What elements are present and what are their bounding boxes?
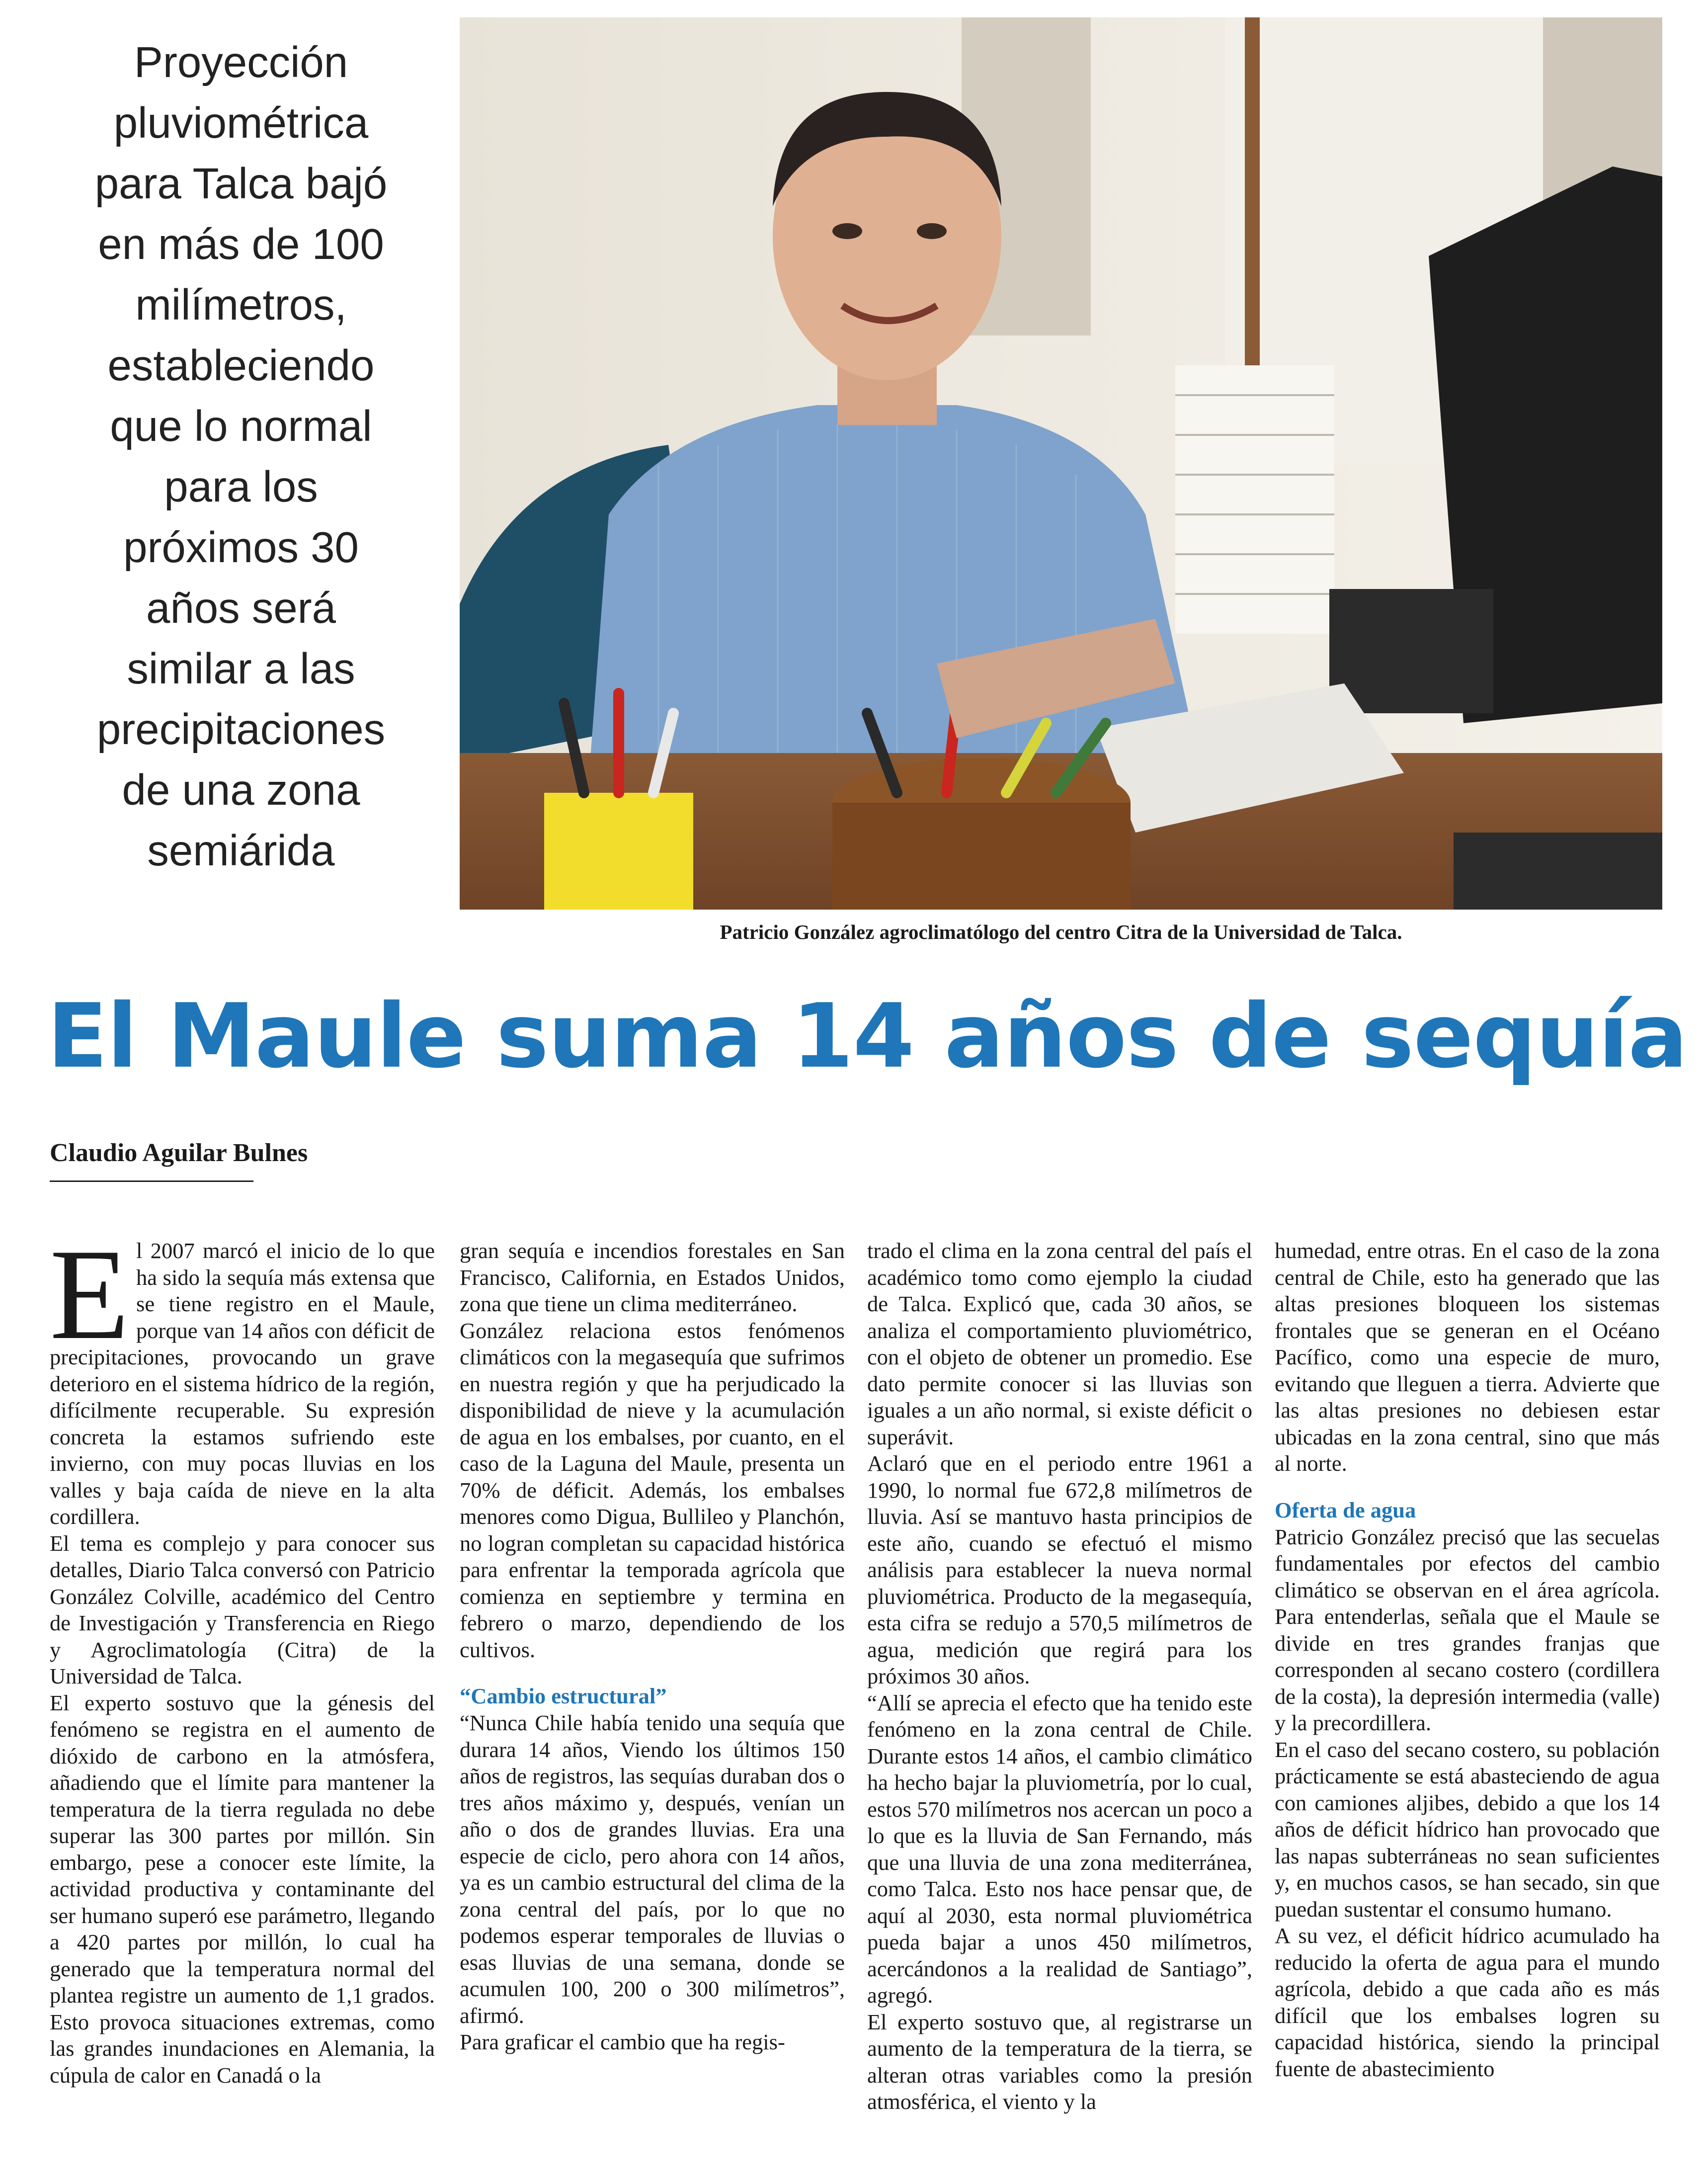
paragraph: González relaciona estos fenómenos climáticos con la megasequía que sufrimos en nuestra región y que ha perjudicado la disponibilidad de nieve y la acumulación de agua en los embalses, por cuanto, en el caso de la Laguna del Maule, presenta un 70% de déficit. Además, los embalses menores como Digua, Bullileo y Planchón, no logran completan su capacidad histórica para enfrentar la temporada agrícola que comienza en septiembre y termina en febrero o marzo, dependiendo de los cultivos.: [460, 1318, 845, 1662]
paragraph: Aclaró que en el periodo entre 1961 a 1990, lo normal fue 672,8 milímetros de lluvia. Así se mantuvo hasta principios de este año, cuando se efectuó el mismo análisis para establecer la nueva normal pluviométrica. Producto de la megasequía, esta cifra se redujo a 570,5 milímetros de agua, medición que regirá para los próximos 30 años.: [867, 1451, 1252, 1688]
portrait-photo: [460, 17, 1662, 910]
article-column-1: [50, 1238, 435, 2182]
photo-caption: Patricio González agroclimatólogo del centro Citra de la Universidad de Talca.: [720, 921, 1402, 943]
pull-quote-line: para Talca bajó: [94, 160, 388, 208]
paragraph: El tema es complejo y para conocer sus detalles, Diario Talca conversó con Patricio González Colville, académico del Centro de Investigación y Transferencia en Riego y Agroclimatología (Citra) de la Universidad de Talca.: [50, 1530, 435, 1688]
pull-quote-line: para los: [164, 463, 318, 511]
pull-quote-line: precipitaciones: [96, 705, 386, 754]
pull-quote-line: Proyección: [134, 38, 348, 86]
drop-cap: E: [50, 1238, 130, 1366]
paragraph: “Nunca Chile había tenido una sequía que durara 14 años, Viendo los últimos 150 años de registros, las sequías duraban dos o tres años máximo y, después, venían un año o dos de grandes lluvias. Era una especie de ciclo, pero ahora con 14 años, ya es un cambio estructural del clima de la zona central del país, por lo que no podemos esperar temporales de lluvias o esas lluvias de una semana, donde se acumulen 100, 200 o 300 milímetros”, afirmó.: [460, 1710, 845, 2028]
headline: El Maule suma 14 años de sequía: [47, 985, 1688, 1088]
article-column-3: [867, 1238, 1252, 2182]
byline: Claudio Aguilar Bulnes: [50, 1139, 308, 1167]
article-column-4: [1275, 1238, 1660, 2182]
paragraph: Patricio González precisó que las secuelas fundamentales por efectos del cambio climático se observan en el área agrícola. Para entenderlas, señala que el Maule se divide en tres grandes franjas que corresponden al secano costero (cordillera de la costa), la depresión intermedia (valle) y la precordillera.: [1275, 1524, 1660, 1735]
pull-quote: [50, 32, 432, 881]
paragraph: Para graficar el cambio que ha regis-: [460, 2029, 785, 2054]
article-column-2: [460, 1238, 845, 2182]
paragraph: humedad, entre otras. En el caso de la zona central de Chile, esto ha generado que las altas presiones bloqueen los sistemas frontales que se generan en el Océano Pacífico, como una especie de muro, evitando que lleguen a tierra. Advierte que las altas presiones no debiesen estar ubicadas en la zona central, sino que más al norte.: [1275, 1238, 1660, 1476]
paragraph: “Allí se aprecia el efecto que ha tenido este fenómeno en la zona central de Chile. Durante estos 14 años, el cambio climático ha hecho bajar la pluviometría, por lo cual, estos 570 milímetros nos acercan un poco a lo que es la lluvia de San Fernando, más que una lluvia de una zona mediterránea, como Talca. Esto nos hace pensar que, de aquí al 2030, esta normal pluviométrica pueda bajar a unos 450 milímetros, acercándonos a la realidad de Santiago”, agregó.: [867, 1690, 1252, 2008]
pull-quote-line: años será: [146, 584, 336, 632]
pull-quote-line: similar a las: [127, 645, 355, 693]
paragraph: El experto sostuvo que, al registrarse un aumento de la temperatura de la tierra, se alteran otras variables como la presión atmosférica, el viento y la: [867, 2009, 1252, 2114]
pull-quote-line: en más de 100: [98, 220, 384, 268]
pull-quote-line: semiárida: [147, 827, 335, 875]
paragraph: l 2007 marcó el inicio de lo que ha sido la sequía más extensa que se tiene registro en el Maule, porque van 14 años con déficit de precipitaciones, provocando un grave deterioro en el sistema hídrico de la región, difícilmente recuperable. Su expresión concreta la estamos sufriendo este invierno, con muy pocas lluvias en los valles y baja caída de nieve en la alta cordillera.: [50, 1238, 435, 1529]
paragraph: En el caso del secano costero, su población prácticamente se está abasteciendo de agua con camiones aljibes, debido a que los 14 años de déficit hídrico han provocado que las napas subterráneas no sean suficientes y, en muchos casos, se han secado, sin que puedan sustentar el consumo humano.: [1275, 1737, 1660, 1922]
pull-quote-line: estableciendo: [107, 341, 375, 390]
subhead-oferta-de-agua: Oferta de agua: [1275, 1497, 1416, 1522]
paragraph: El experto sostuvo que la génesis del fenómeno se registra en el aumento de dióxido de carbono en la atmósfera, añadiendo que el límite para mantener la temperatura de la tierra regulada no debe superar las 300 partes por millón. Sin embargo, pese a conocer este límite, la actividad productiva y contaminante del ser humano superó ese parámetro, llegando a 420 partes por millón, lo cual ha generado que la temperatura normal del plantea registre un aumento de 1,1 grados. Esto provoca situaciones extremas, como las grandes inundaciones en Alemania, la cúpula de calor en Canadá o la: [50, 1690, 435, 2088]
pull-quote-line: pluviométrica: [113, 99, 369, 147]
byline-divider: [50, 1180, 253, 1182]
pull-quote-line: próximos 30: [123, 523, 359, 572]
paragraph: trado el clima en la zona central del país el académico tomo como ejemplo la ciudad de Talca. Explicó que, cada 30 años, se analiza el comportamiento pluviométrico, con el objeto de obtener un promedio. Ese dato permite conocer si las lluvias son iguales a un año normal, si existe déficit o superávit.: [867, 1238, 1252, 1449]
pull-quote-line: de una zona: [122, 766, 360, 814]
paragraph: A su vez, el déficit hídrico acumulado ha reducido la oferta de agua para el mundo agrícola, debido a que cada año es más difícil que los embalses logren su capacidad histórica, siendo la principal fuente de abastecimiento: [1275, 1923, 1660, 2081]
pull-quote-line: milímetros,: [135, 281, 347, 329]
subhead-cambio-estructural: “Cambio estructural”: [460, 1683, 667, 1708]
paragraph: gran sequía e incendios forestales en San Francisco, California, en Estados Unidos, zona que tiene un clima mediterráneo.: [460, 1238, 845, 1316]
pull-quote-line: que lo normal: [110, 402, 372, 450]
